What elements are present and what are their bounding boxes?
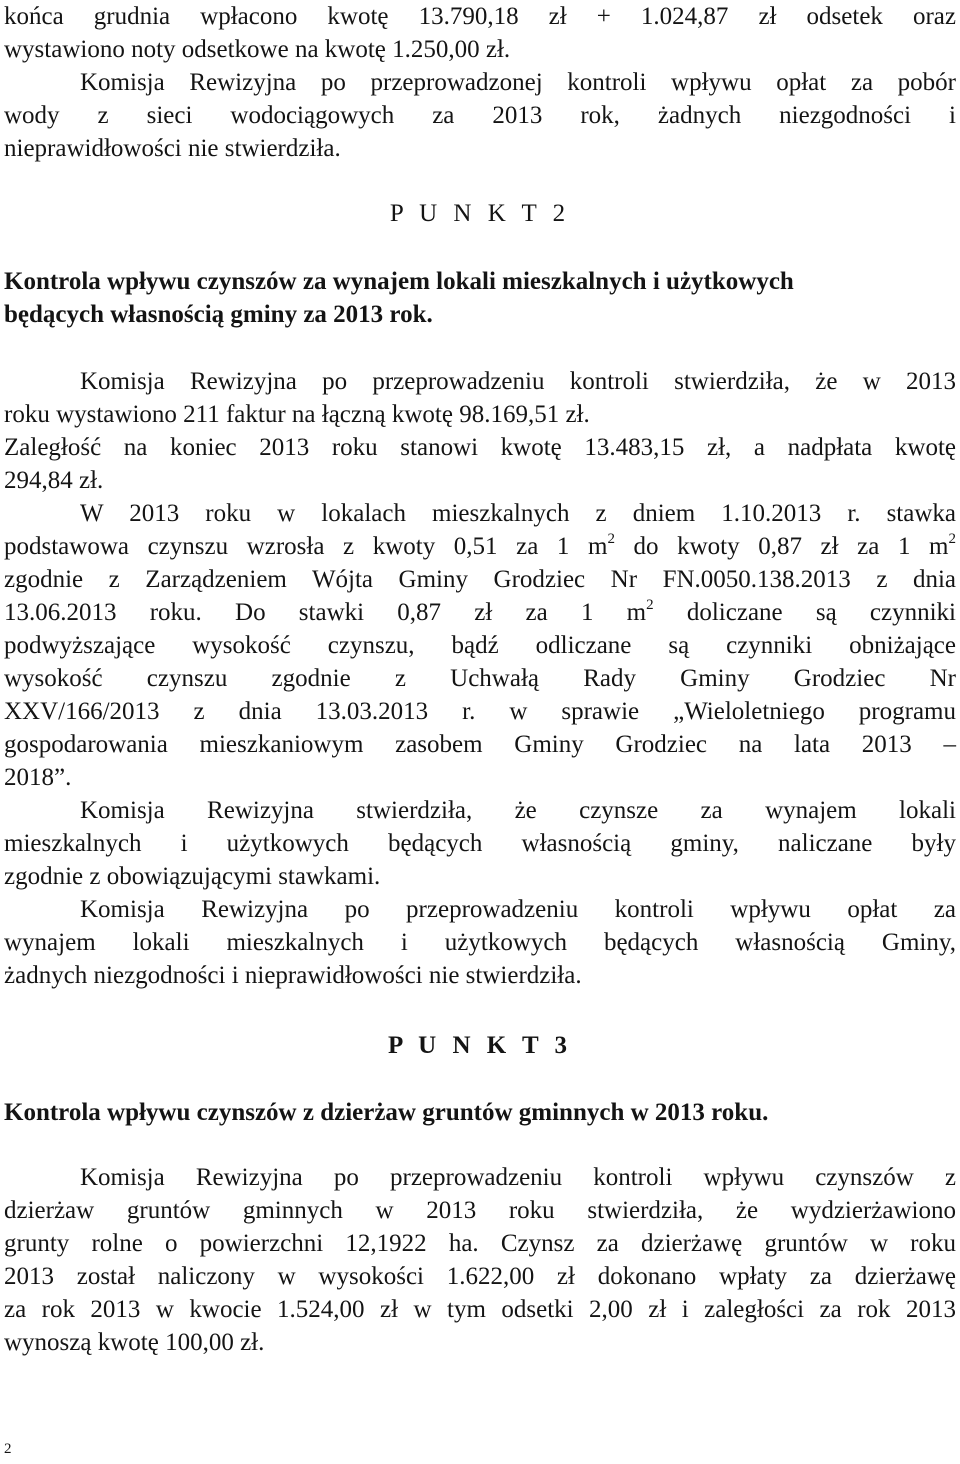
paragraph-line: wynajem lokali mieszkalnych i użytkowych będących własnością Gminy, bbox=[4, 929, 956, 956]
paragraph-line: zgodnie z obowiązującymi stawkami. bbox=[4, 863, 381, 890]
text-run: do kwoty 0,87 zł za 1 m bbox=[614, 533, 949, 560]
superscript: 2 bbox=[607, 530, 615, 547]
section-heading-punkt-2: P U N K T 2 bbox=[389, 200, 571, 227]
text-run: doliczane są czynniki bbox=[653, 599, 956, 626]
intro-line: nieprawidłowości nie stwierdziła. bbox=[4, 135, 341, 162]
paragraph-line bbox=[4, 596, 956, 629]
intro-line: wody z sieci wodociągowych za 2013 rok, żadnych niezgodności i bbox=[4, 102, 956, 129]
paragraph-line: dzierżaw gruntów gminnych w 2013 roku stwierdziła, że wydzierżawiono bbox=[4, 1197, 956, 1224]
paragraph-line: W 2013 roku w lokalach mieszkalnych z dniem 1.10.2013 r. stawka bbox=[80, 500, 956, 527]
paragraph-line: mieszkalnych i użytkowych będących własnością gminy, naliczane były bbox=[4, 830, 956, 857]
paragraph-line: gospodarowania mieszkaniowym zasobem Gminy Grodziec na lata 2013 – bbox=[4, 731, 956, 758]
intro-line: wystawiono noty odsetkowe na kwotę 1.250,00 zł. bbox=[4, 36, 511, 63]
paragraph-line: 294,84 zł. bbox=[4, 467, 104, 494]
section-title-line: Kontrola wpływu czynszów za wynajem lokali mieszkalnych i użytkowych bbox=[4, 268, 794, 295]
paragraph-line: żadnych niezgodności i nieprawidłowości nie stwierdziła. bbox=[4, 962, 582, 989]
intro-line: końca grudnia wpłacono kwotę 13.790,18 zł + 1.024,87 zł odsetek oraz bbox=[4, 3, 956, 30]
page-number: 2 bbox=[4, 1441, 12, 1457]
paragraph-line: Komisja Rewizyjna po przeprowadzeniu kontroli wpływu czynszów z bbox=[80, 1164, 956, 1191]
paragraph-line: 2018”. bbox=[4, 764, 72, 791]
paragraph-line: 2013 został naliczony w wysokości 1.622,00 zł dokonano wpłaty za dzierżawę bbox=[4, 1263, 956, 1290]
paragraph-line: wynoszą kwotę 100,00 zł. bbox=[4, 1329, 265, 1356]
text-run: 13.06.2013 roku. Do stawki 0,87 zł za 1 m bbox=[4, 599, 647, 626]
section-heading-punkt-3: P U N K T 3 bbox=[388, 1032, 572, 1059]
paragraph-line: grunty rolne o powierzchni 12,1922 ha. Czynsz za dzierżawę gruntów w roku bbox=[4, 1230, 956, 1257]
paragraph-line: roku wystawiono 211 faktur na łączną kwotę 98.169,51 zł. bbox=[4, 401, 590, 428]
intro-line: Komisja Rewizyjna po przeprowadzonej kontroli wpływu opłat za pobór bbox=[80, 69, 956, 96]
paragraph-line: za rok 2013 w kwocie 1.524,00 zł w tym odsetki 2,00 zł i zaległości za rok 2013 bbox=[4, 1296, 956, 1323]
paragraph-line: Komisja Rewizyjna po przeprowadzeniu kontroli wpływu opłat za bbox=[80, 896, 956, 923]
paragraph-line: Komisja Rewizyjna stwierdziła, że czynsze za wynajem lokali bbox=[80, 797, 956, 824]
paragraph-line: wysokość czynszu zgodnie z Uchwałą Rady Gminy Grodziec Nr bbox=[4, 665, 956, 692]
paragraph-line: zgodnie z Zarządzeniem Wójta Gminy Grodziec Nr FN.0050.138.2013 z dnia bbox=[4, 566, 956, 593]
superscript: 2 bbox=[646, 596, 654, 613]
section-title: Kontrola wpływu czynszów z dzierżaw gruntów gminnych w 2013 roku. bbox=[4, 1099, 769, 1126]
superscript: 2 bbox=[948, 530, 956, 547]
text-run: podstawowa czynszu wzrosła z kwoty 0,51 za 1 m bbox=[4, 533, 608, 560]
section-title-line: będących własnością gminy za 2013 rok. bbox=[4, 301, 433, 328]
paragraph-line bbox=[4, 530, 956, 563]
paragraph-line: podwyższające wysokość czynszu, bądź odliczane są czynniki obniżające bbox=[4, 632, 956, 659]
paragraph-line: Komisja Rewizyjna po przeprowadzeniu kontroli stwierdziła, że w 2013 bbox=[80, 368, 956, 395]
paragraph-line: XXV/166/2013 z dnia 13.03.2013 r. w sprawie „Wieloletniego programu bbox=[4, 698, 956, 725]
paragraph-line: Zaległość na koniec 2013 roku stanowi kwotę 13.483,15 zł, a nadpłata kwotę bbox=[4, 434, 956, 461]
